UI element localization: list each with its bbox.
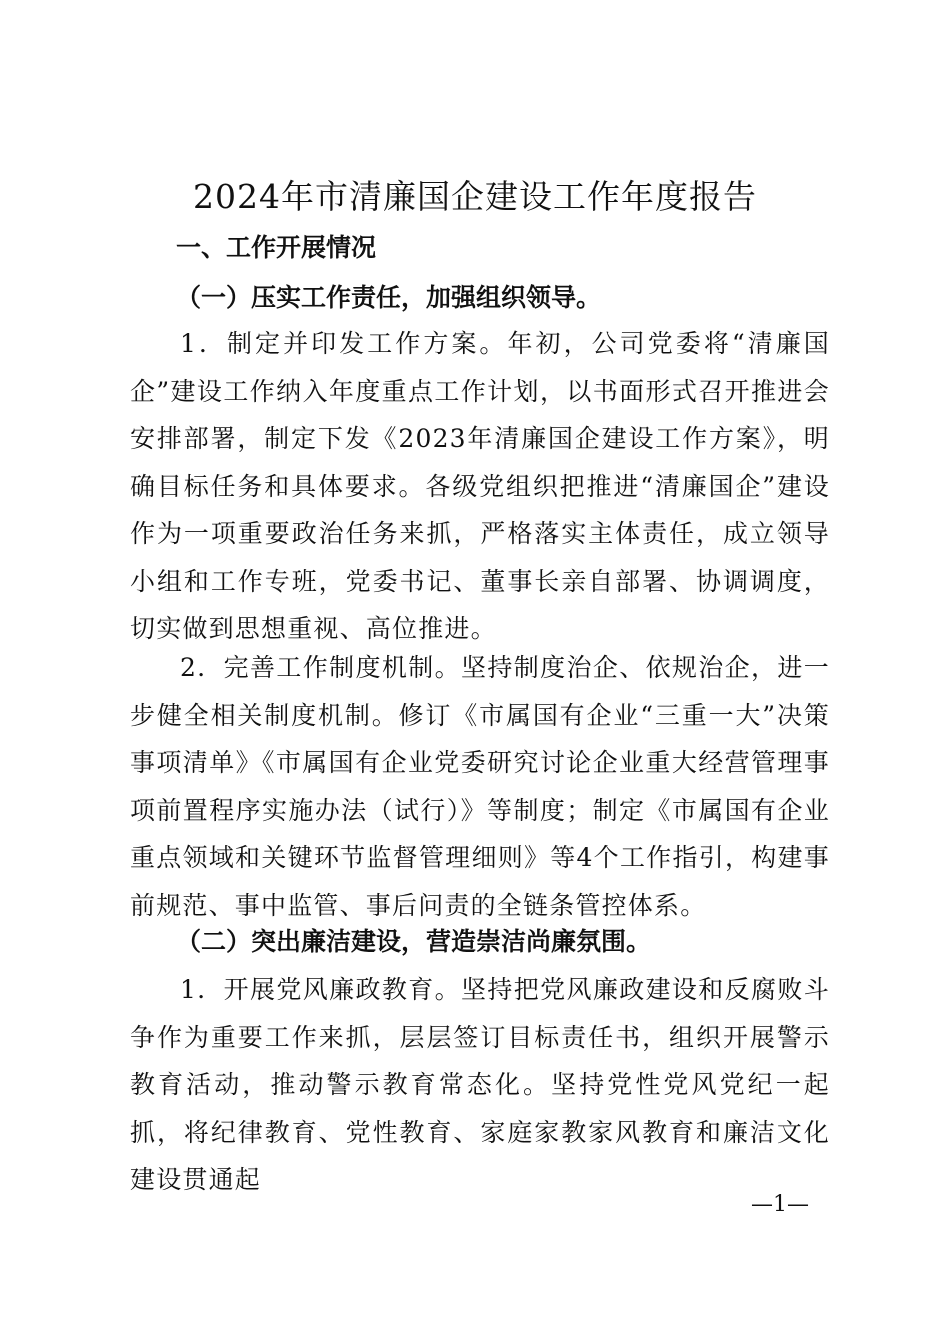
- paragraph-1-1: 1．制定并印发工作方案。年初，公司党委将“清廉国企”建设工作纳入年度重点工作计划，以书面形式召开推进会安排部署，制定下发《2023年清廉国企建设工作方案》，明确目标任务和具体要求。各级党组织把推进“清廉国企”建设作为一项重要政治任务来抓，严格落实主体责任，成立领导小组和工作专班，党委书记、董事长亲自部署、协调调度，切实做到思想重视、高位推进。: [130, 329, 830, 643]
- section-heading-1: 一、工作开展情况: [176, 233, 377, 262]
- subsection-heading-2: （二）突出廉洁建设，营造崇洁尚廉氛围。: [176, 927, 652, 956]
- page-number: —1—: [751, 1192, 809, 1217]
- subsection-heading-1: （一）压实工作责任，加强组织领导。: [176, 283, 602, 312]
- paragraph-2-1: 1．开展党风廉政教育。坚持把党风廉政建设和反腐败斗争作为重要工作来抓，层层签订目标责任书，组织开展警示教育活动，推动警示教育常态化。坚持党性党风党纪一起抓，将纪律教育、党性教育、家庭家教家风教育和廉洁文化建设贯通起: [130, 975, 830, 1194]
- document-title: 2024年市清廉国企建设工作年度报告: [193, 177, 757, 216]
- paragraph-1-2: 2．完善工作制度机制。坚持制度治企、依规治企，进一步健全相关制度机制。修订《市属国有企业“三重一大”决策事项清单》《市属国有企业党委研究讨论企业重大经营管理事项前置程序实施办法（试行）》等制度；制定《市属国有企业重点领域和关键环节监督管理细则》等4个工作指引，构建事前规范、事中监管、事后问责的全链条管控体系。: [130, 653, 830, 920]
